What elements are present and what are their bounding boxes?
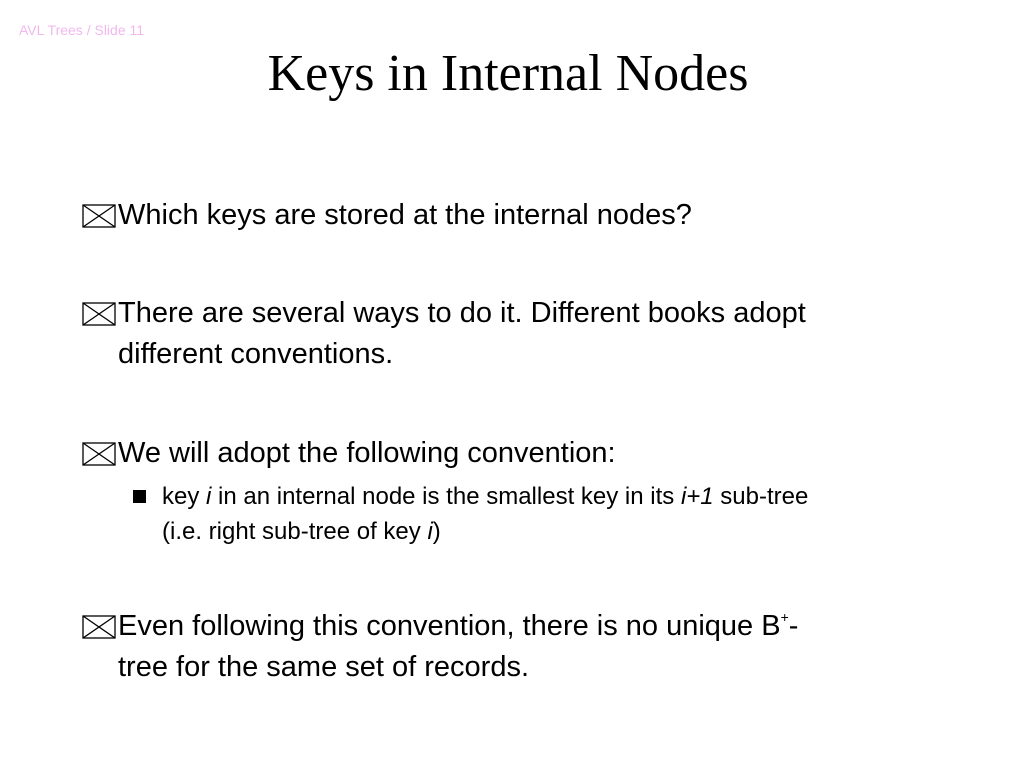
- text-run: sub-tree: [713, 483, 809, 510]
- bullet-text-line: different conventions.: [118, 338, 394, 370]
- filled-square-icon: [133, 490, 146, 503]
- bullet-item: [82, 606, 962, 688]
- bullet-text-line: There are several ways to do it. Different books adopt: [118, 297, 806, 329]
- boxed-x-icon: [82, 615, 116, 639]
- bullet-text: Which keys are stored at the internal nodes?: [118, 199, 692, 231]
- slide-header-tag: AVL Trees / Slide 11: [19, 22, 145, 38]
- bullet-item: [82, 433, 962, 474]
- sub-bullet-text-line: [162, 479, 963, 514]
- slide-title: Keys in Internal Nodes: [267, 45, 749, 102]
- superscript-plus: +: [780, 609, 789, 625]
- bullet-item: [82, 195, 962, 236]
- bullet-text-line: [118, 606, 962, 647]
- text-run: ): [432, 518, 441, 545]
- boxed-x-icon: [82, 204, 116, 228]
- text-run: (i.e. right sub-tree of key: [162, 518, 428, 545]
- italic-variable: i: [427, 518, 433, 545]
- boxed-x-icon: [82, 302, 116, 326]
- sub-bullet-text-line: [162, 514, 963, 549]
- bullet-text-line: tree for the same set of records.: [118, 651, 530, 683]
- italic-variable: i+1: [680, 483, 714, 510]
- text-run: Even following this convention, there is no unique B: [118, 610, 781, 642]
- bullet-text: We will adopt the following convention:: [118, 437, 616, 469]
- text-run: key: [162, 483, 207, 510]
- sub-bullet-item: [133, 479, 963, 549]
- italic-variable: i: [206, 483, 212, 510]
- text-run: -: [788, 610, 799, 642]
- boxed-x-icon: [82, 442, 116, 466]
- text-run: in an internal node is the smallest key in its: [211, 483, 681, 510]
- bullet-item: [82, 293, 962, 375]
